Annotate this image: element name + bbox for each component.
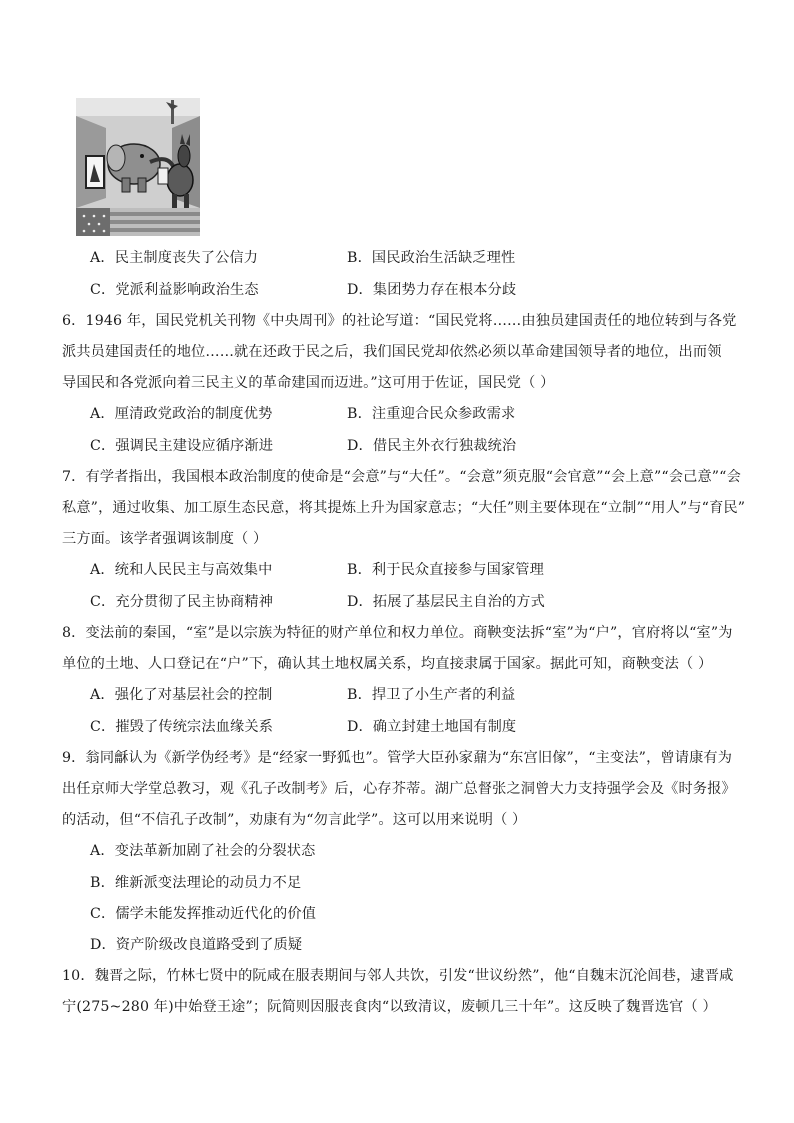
- q8-option-b: B．捍卫了小生产者的利益: [347, 687, 516, 703]
- q7-stem-line-1: 7．有学者指出，我国根本政治制度的使命是“会意”与“大任”。“会意”须克服“会官意”“会上意”“会己意”“会: [62, 469, 741, 485]
- q5-option-a: A．民主制度丧失了公信力: [90, 250, 259, 266]
- cartoon-image: [76, 98, 200, 236]
- q9-stem-line-1: 9．翁同龢认为《新学伪经考》是“经家一野狐也”。管学大臣孙家鼐为“东宫旧傢”，“主变法”，曾请康有为: [62, 750, 733, 766]
- q8-stem-line-1: 8．变法前的秦国，“室”是以宗族为特征的财产单位和权力单位。商鞅变法拆“室”为“户”，官府将以“室”为: [62, 625, 733, 641]
- q9-stem-line-3: 的活动，但“不信孔子改制”，劝康有为“勿言此学”。这可以用来说明（ ）: [62, 812, 527, 828]
- q9-option-a: A．变法革新加剧了社会的分裂状态: [90, 843, 316, 859]
- q7-option-c: C．充分贯彻了民主协商精神: [90, 594, 274, 610]
- q5-option-d: D．集团势力存在根本分歧: [347, 282, 517, 298]
- q6-option-b: B．注重迎合民众参政需求: [347, 406, 516, 422]
- q7-stem-line-2: 私意”，通过收集、加工原生态民意，将其提炼上升为国家意志；“大任”则主要体现在“立制”“用人”与“育民”: [62, 500, 746, 516]
- q8-option-d: D．确立封建土地国有制度: [347, 719, 517, 735]
- cartoon-elephant-donkey-illustration: [76, 98, 200, 236]
- q8-stem-line-2: 单位的土地、人口登记在“户”下，确认其土地权属关系，均直接隶属于国家。据此可知，商鞅变法（ ）: [62, 656, 713, 672]
- q9-stem-line-2: 出任京师大学堂总教习，观《孔子改制考》后，心存芥蒂。湖广总督张之洞曾大力支持强学会及《时务报》: [62, 781, 736, 797]
- q9-option-c: C．儒学未能发挥推动近代化的价值: [90, 906, 317, 922]
- q5-option-b: B．国民政治生活缺乏理性: [347, 250, 516, 266]
- q9-option-d: D．资产阶级改良道路受到了质疑: [90, 937, 303, 953]
- q8-option-c: C．摧毁了传统宗法血缘关系: [90, 719, 274, 735]
- q6-option-d: D．借民主外衣行独裁统治: [347, 438, 517, 454]
- q9-option-b: B．维新派变法理论的动员力不足: [90, 875, 302, 891]
- q6-option-c: C．强调民主建设应循序渐进: [90, 438, 274, 454]
- q5-option-c: C．党派利益影响政治生态: [90, 282, 259, 298]
- q8-option-a: A．强化了对基层社会的控制: [90, 687, 273, 703]
- q6-stem-line-1: 6．1946 年，国民党机关刊物《中央周刊》的社论写道：“国民党将……由独员建国责任的地位转到与各党: [62, 313, 737, 329]
- q6-stem-line-2: 派共员建国责任的地位……就在还政于民之后，我们国民党却依然必须以革命建国领导者的地位，出而领: [62, 344, 722, 360]
- q7-option-a: A．统和人民民主与高效集中: [90, 562, 273, 578]
- q7-option-d: D．拓展了基层民主自治的方式: [347, 594, 545, 610]
- q7-stem-line-3: 三方面。该学者强调该制度（ ）: [62, 531, 268, 547]
- q6-stem-line-3: 导国民和各党派向着三民主义的革命建国而迈进。”这可用于佐证，国民党（ ）: [62, 375, 555, 391]
- q7-option-b: B．利于民众直接参与国家管理: [347, 562, 544, 578]
- q10-stem-line-2: 宁(275~280 年)中始登王途”；阮简则因服丧食肉“以致清议，废顿几三十年”。这反映了魏晋选官（ ）: [62, 999, 717, 1015]
- q6-option-a: A．厘清政党政治的制度优势: [90, 406, 273, 422]
- q10-stem-line-1: 10．魏晋之际，竹林七贤中的阮咸在服表期间与邻人共饮，引发“世议纷然”，他“自魏末沉沦闾巷，逮晋咸: [62, 968, 734, 984]
